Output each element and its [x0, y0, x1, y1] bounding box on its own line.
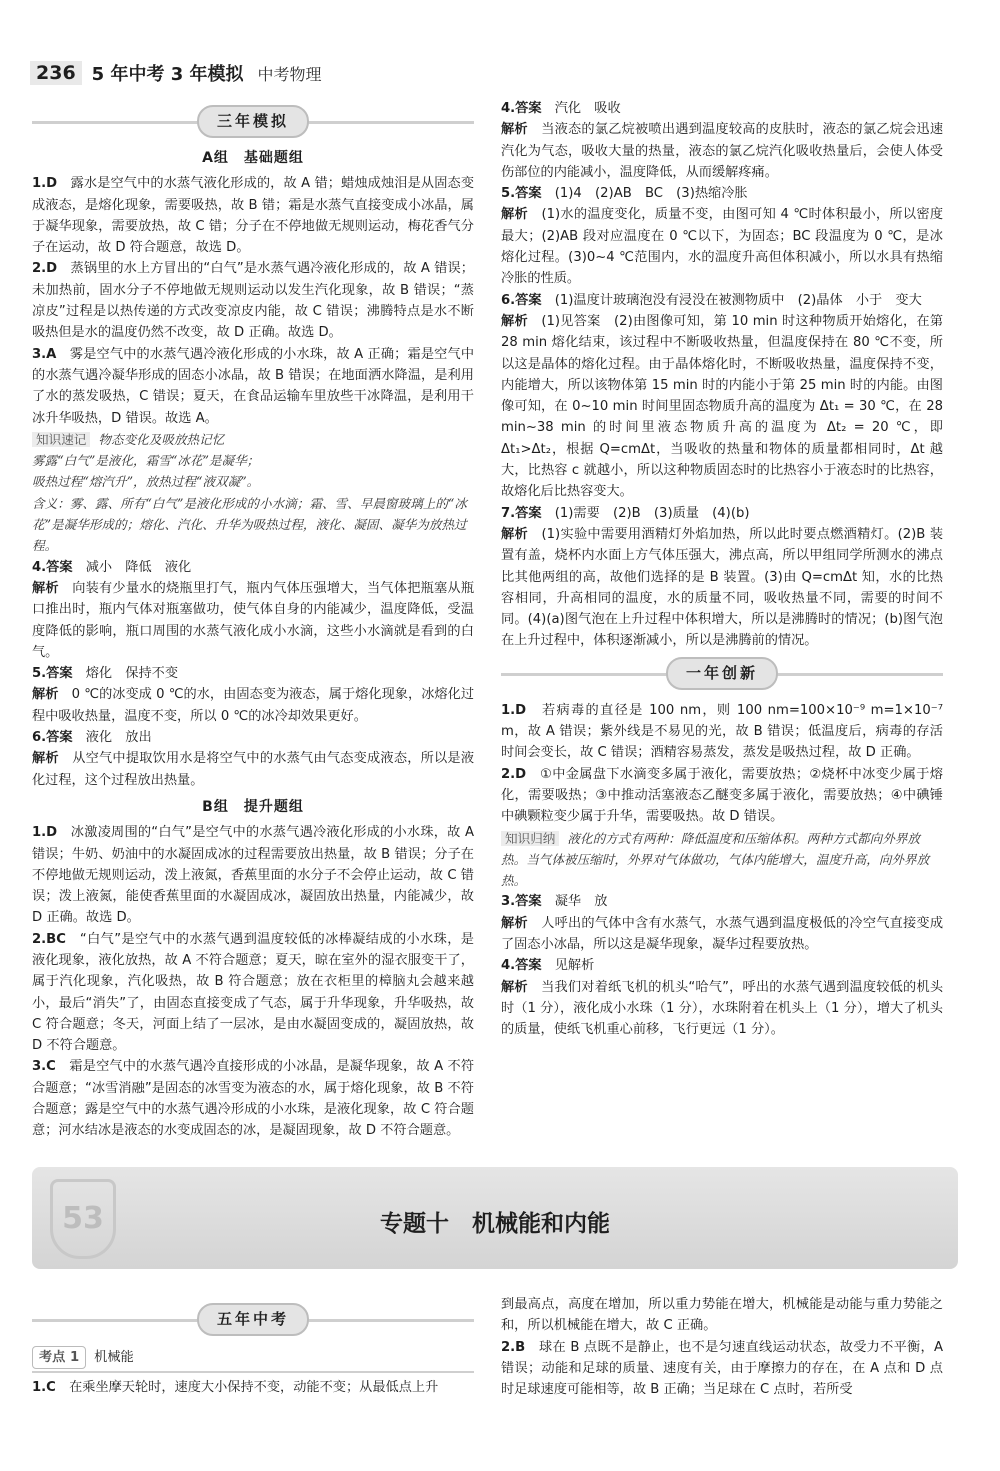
answer-item: 1.D 若病毒的直径是 100 nm，则 100 nm=100×10⁻⁹ m=1×10⁻⁷ m，故 A 错误；紫外线是不易见的光，故 B 错误；低温度后，病毒的存活时间会变长，故 C 错误；酒精容易蒸发，蒸发是吸热过程，故 D 正确。	[501, 702, 944, 761]
page-header	[30, 56, 322, 90]
analysis-text: 解析 当我们对着纸飞机的机头“哈气”，呼出的水蒸气遇到温度较低的机头时（1 分），液化成小水珠（1 分），水珠附着在机头上（1 分），增大了机头的质量，使纸飞机重心前移，飞行更远（1 分）。	[501, 979, 944, 1038]
chapter-banner	[32, 1167, 958, 1269]
answer-item: 1.D 露水是空气中的水蒸气液化形成的，故 A 错；蜡烛成烛泪是从固态变成液态，是熔化现象，需要吸热，故 B 错；霜是水蒸气直接变成小冰晶，属于凝华现象，需要放热，故 C 错；分子在不停地做无规则运动，梅花香气分子在运动，故 D 符合题意，故选 D。	[32, 176, 475, 256]
analysis-text: 解析 (1)见答案 (2)由图像可知，第 10 min 时这种物质开始熔化，在第 28 min 熔化结束，该过程中不断吸收热量，但温度保持在 80 ℃不变，所以这是晶体的熔化过程。由于晶体熔化时，不断吸收热量，温度保持不变，内能增大，所以该物体第 15 min 时的内能小于第 25 min 时的内能。由图像可知，在 0~10 min 时间里固态物质升高的温度为 Δt₁ = 30 ℃，在 28 min~38 min 的时间里液态物质升高的温度为 Δt₂ = 20 ℃，即 Δt₁>Δt₂，根据 Q=cmΔt，当吸收的热量和物体的质量都相同时，Δt 越大，比热容 c 就越小，所以这种物质固态时的比热容小于液态时的比热容，故熔化后比热容变大。	[501, 313, 944, 500]
analysis-text: 解析 (1)实验中需要用酒精灯外焰加热，所以此时要点燃酒精灯。(2)B 装置有盖，烧杯内水面上方气体压强大，沸点高，所以甲组同学所测水的沸点比其他两组的高，故他们选择的是 B 装置。(3)由 Q=cmΔt 知，水的比热容相同，升高相同的温度，水的质量不同，吸收热量不同，需要的时间不同。(4)(a)图气泡在上升过程中体积增大，所以是沸腾时的情况；(b)图气泡在上升过程中，体积逐渐减小，所以是沸腾前的情况。	[501, 526, 944, 649]
answer-item: 4.答案 减小 降低 液化	[32, 559, 192, 575]
right-column	[501, 98, 943, 1040]
answer-item: 1.D 冰激凌周围的“白气”是空气中的水蒸气遇冷液化形成的小水珠，故 A 错误；牛奶、奶油中的水凝固成冰的过程需要放出热量，故 B 错误；分子在不停地做无规则运动，泼上液氮，香蕉里面的水分子不会停止运动，故 C 错误；泼上液氮，能使香蕉里面的水凝固成冰，凝固放出热量，内能减少，故 D 正确。故选 D。	[32, 825, 475, 926]
answer-item: 4.答案 汽化 吸收	[501, 101, 621, 116]
answer-item: 2.BC “白气”是空气中的水蒸气遇到温度较低的冰棒凝结成的小水珠，是液化现象，液化放热，故 A 不符合题意；夏天，晾在室外的湿衣服变干了，属于汽化现象，汽化吸热，故 B 符合题意；放在衣柜里的樟脑丸会越来越小，最后“消失”了，由固态直接变成了气态，属于升华现象，升华吸热，故 C 符合题意；冬天，河面上结了一层冰，是由水凝固变成的，凝固放热，故 D 不符合题意。	[32, 931, 474, 1054]
analysis-text: 解析 当液态的氯乙烷被喷出遇到温度较高的皮肤时，液态的氯乙烷会迅速汽化为气态，吸收大量的热量，液态的氯乙烷汽化吸收热量后，会使人体受伤部位的内能减小，温度降低，从而缓解疼痛。	[501, 122, 944, 180]
analysis-text: 解析 人呼出的气体中含有水蒸气，水蒸气遇到温度极低的冷空气直接变成了固态小冰晶，所以这是凝华现象，凝华过程要放热。	[501, 915, 944, 952]
knowledge-summary: 知识归纳 液化的方式有两种：降低温度和压缩体积。两种方式都向外界放热。当气体被压缩时，外界对气体做功，气体内能增大，温度升高，向外界放热。	[501, 830, 930, 889]
answer-item: 3.C 霜是空气中的水蒸气遇冷直接形成的小冰晶，是凝华现象，故 A 不符合题意；“冰雪消融”是固态的冰雪变为液态的水，属于熔化现象，故 B 不符合题意；露是空气中的水蒸气遇冷形成的小水珠，是液化现象，故 C 符合题意；河水结冰是液态的水变成固态的冰，是凝固现象，故 D 不符合题意。	[32, 1059, 475, 1139]
section-banner-sannian	[32, 102, 474, 142]
answer-item: 3.A 雾是空气中的水蒸气遇冷液化形成的小水珠，故 A 正确；霜是空气中的水蒸气遇冷凝华形成的固态小冰晶，故 B 错误；在地面洒水降温，是利用了水的蒸发吸热，C 错误；夏天，在食品运输车里放些干冰降温，是利用干冰升华吸热，D 错误。故选 A。	[32, 346, 475, 426]
kaodian-heading	[32, 1346, 474, 1373]
answer-item: 4.答案 见解析	[501, 958, 595, 974]
continued-text: 到最高点，高度在增加，所以重力势能在增大，机械能是动能与重力势能之和，所以机械能在增大，故 C 正确。	[501, 1297, 943, 1334]
group-b-heading: B组 提升题组	[202, 798, 304, 815]
knowledge-memo: 知识速记 物态变化及吸放热记忆 雾露“白气”是液化，霜雪“冰花”是凝华； 吸热过程“熔汽升”，放热过程“液双凝”。 含义：雾、露、所有“白气”是液化形成的小水滴；霜、雪、早晨窗玻璃上的“冰花”是凝华形成的；熔化、汽化、升华为吸热过程，液化、凝固、凝华为放热过程。	[32, 431, 467, 554]
answer-item: 7.答案 (1)需要 (2)B (3)质量 (4)(b)	[501, 505, 750, 521]
kaodian-tag: 考点 1	[32, 1346, 86, 1369]
analysis-text: 解析 (1)水的温度变化，质量不变，由图可知 4 ℃时体积最小，所以密度最大；(2)AB 段对应温度在 0 ℃以下，为固态；BC 段温度为 0 ℃，是冰熔化过程。(3)0~4 ℃范围内，水的温度升高但体积减小，所以水具有热缩冷胀的性质。	[501, 207, 944, 287]
answer-item: 2.B 球在 B 点既不是静止，也不是匀速直线运动状态，故受力不平衡，A 错误；动能和足球的质量、速度有关，由于摩擦力的存在，在 A 点和 D 点时足球速度可能相等，故 B 正确；当足球在 C 点时，若所受	[501, 1339, 944, 1398]
bottom-right-column	[501, 1294, 943, 1400]
banner-label: 五年中考	[197, 1303, 309, 1336]
section-banner-wunian	[32, 1300, 474, 1340]
analysis-text: 解析 从空气中提取饮用水是将空气中的水蒸气由气态变成液态，所以是液化过程，这个过程放出热量。	[32, 751, 475, 788]
chapter-title: 专题十 机械能和内能	[380, 1211, 610, 1237]
subject-title: 中考物理	[257, 64, 322, 84]
book-title: 5 年中考 3 年模拟	[91, 64, 244, 85]
answer-item: 2.D 蒸锅里的水上方冒出的“白气”是水蒸气遇冷液化形成的，故 A 错误；未加热前，固水分子不停地做无规则运动以发生汽化现象，故 B 错误；“蒸凉皮”过程是以热传递的方式改变凉皮内能，故 C 错误；沸腾特点是水不断吸热但是水的温度仍然不改变，故 D 正确。故选 D。	[32, 261, 474, 341]
kaodian-title: 机械能	[94, 1350, 134, 1365]
answer-item: 1.C 在乘坐摩天轮时，速度大小保持不变，动能不变；从最低点上升	[32, 1380, 439, 1396]
page-number: 236	[30, 61, 82, 85]
section-banner-yinian	[501, 654, 943, 694]
group-a-heading: A组 基础题组	[202, 150, 304, 166]
answer-item: 5.答案 熔化 保持不变	[32, 666, 179, 682]
answer-item: 6.答案 液化 放出	[32, 730, 152, 746]
answer-item: 2.D ①中金属盘下水滴变多属于液化，需要放热；②烧杯中冰变少属于熔化，需要吸热；③中推动活塞液态乙醚变多属于液化，需要放热；④中碘锤中碘颗粒变少属于升华，需要吸热。故 D 错误。	[501, 766, 943, 825]
analysis-text: 解析 向装有少量水的烧瓶里打气，瓶内气体压强增大，当气体把瓶塞从瓶口推出时，瓶内气体对瓶塞做功，使气体自身的内能减少，温度降低，受温度降低的影响，瓶口周围的水蒸气液化成小水滴，这些小水滴就是看到的白气。	[32, 580, 475, 660]
logo-seal: 53	[50, 1179, 116, 1259]
answer-item: 5.答案 (1)4 (2)AB BC (3)热缩冷胀	[501, 186, 748, 202]
analysis-text: 解析 0 ℃的冰变成 0 ℃的水，由固态变为液态，属于熔化现象，冰熔化过程中吸收热量，温度不变，所以 0 ℃的冰冷却效果更好。	[32, 687, 475, 724]
bottom-left-column	[32, 1298, 474, 1399]
left-column	[32, 100, 474, 1142]
banner-label: 三年模拟	[197, 105, 309, 138]
banner-label: 一年创新	[666, 657, 778, 690]
answer-item: 3.答案 凝华 放	[501, 894, 608, 910]
answer-item: 6.答案 (1)温度计玻璃泡没有浸没在被测物质中 (2)晶体 小于 变大	[501, 292, 922, 308]
